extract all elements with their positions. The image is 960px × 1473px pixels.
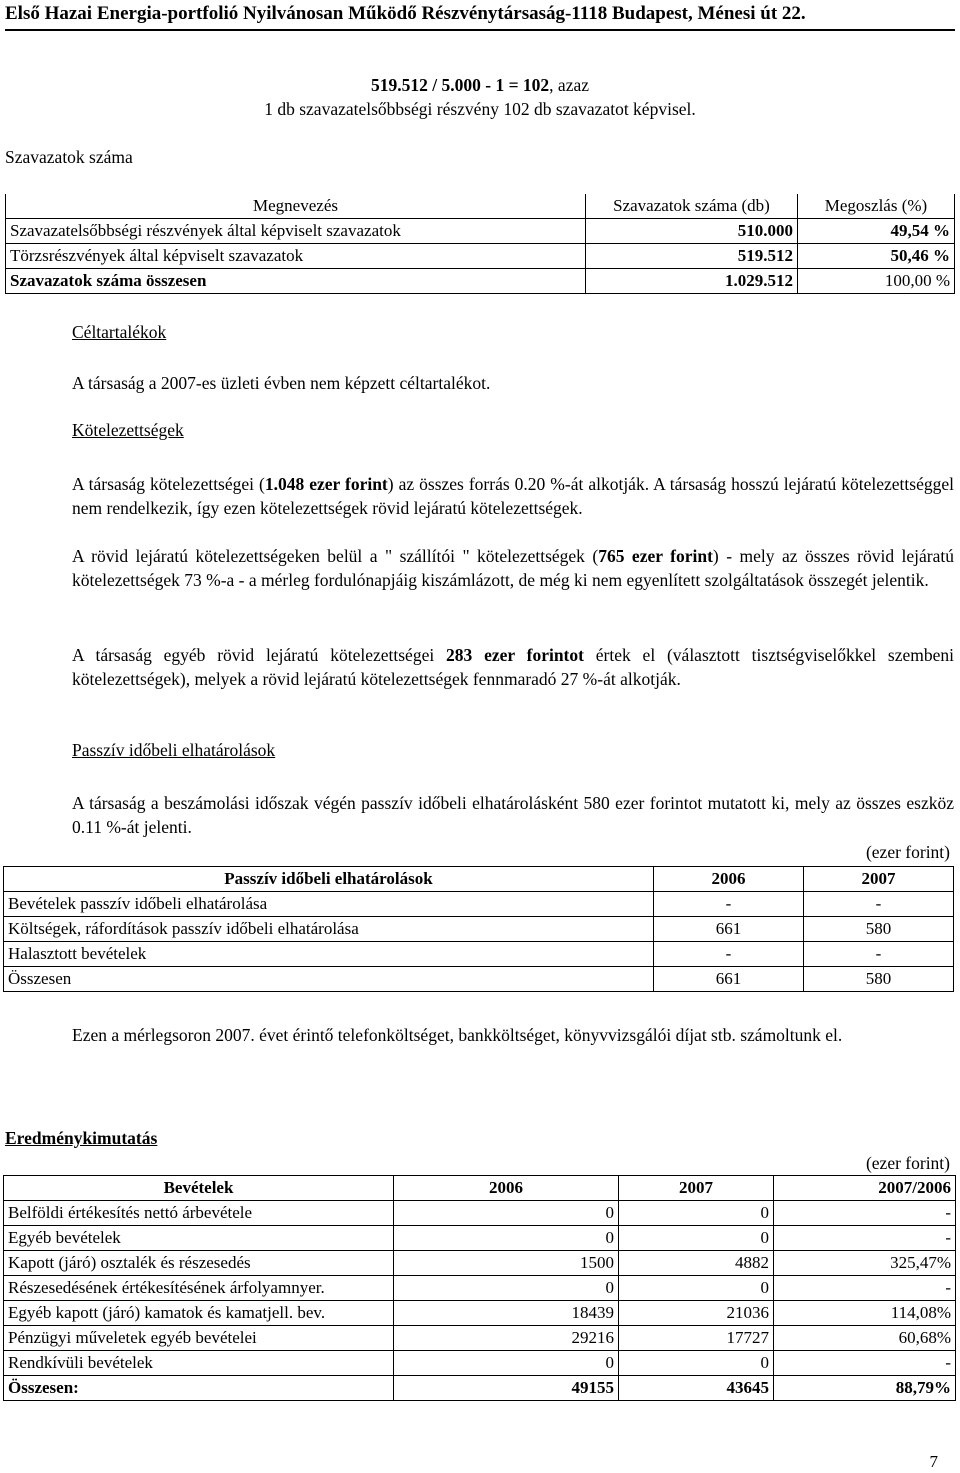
votes-calc-line2: 1 db szavazatelsőbbségi részvény 102 db szavazatot képvisel.	[264, 99, 696, 119]
amount-bold: 1.048 ezer forint	[264, 474, 388, 494]
votes-th-share: Megoszlás (%)	[798, 194, 955, 219]
amount-bold: 765 ezer forint	[598, 546, 713, 566]
eredmeny-th-ratio: 2007/2006	[774, 1176, 956, 1201]
text-span: ) az összes forrás 0.20 %-át alkotják. A társaság hosszú lejáratú kötelezettséggel nem rendelkezik, így ezen kötelezettségek rövid lejáratú kötelezettségek.	[72, 474, 954, 518]
eredmeny-cell-ratio: 114,08%	[774, 1301, 956, 1326]
eredmeny-table-header	[4, 1176, 956, 1201]
eredmeny-cell-2007: 0	[619, 1226, 774, 1251]
table-row	[4, 1326, 956, 1351]
votes-cell-name: Szavazatelsőbbségi részvények által képviselt szavazatok	[6, 219, 586, 244]
celtartalekok-title: Céltartalékok	[72, 322, 167, 342]
votes-cell-count: 1.029.512	[586, 269, 798, 294]
table-row	[4, 892, 954, 917]
eredmeny-total-ratio: 88,79%	[774, 1376, 956, 1401]
votes-cell-name: Törzsrészvények által képviselt szavazatok	[6, 244, 586, 269]
passziv-unit: (ezer forint)	[865, 842, 950, 862]
eredmeny-cell-name: Egyéb bevételek	[4, 1226, 394, 1251]
table-row	[4, 1226, 956, 1251]
passziv-cell-2006: 661	[654, 967, 804, 992]
passziv-table-header	[4, 867, 954, 892]
votes-table-header	[6, 194, 955, 219]
passziv-cell-2007: -	[804, 942, 954, 967]
eredmeny-cell-ratio: -	[774, 1201, 956, 1226]
eredmeny-total-2006: 49155	[394, 1376, 619, 1401]
eredmeny-cell-name: Belföldi értékesítés nettó árbevétele	[4, 1201, 394, 1226]
page-number: 7	[929, 1452, 938, 1471]
eredmeny-cell-2007: 17727	[619, 1326, 774, 1351]
table-row	[4, 1351, 956, 1376]
eredmeny-th-name: Bevételek	[4, 1176, 394, 1201]
text-span: A rövid lejáratú kötelezettségeken belül a " szállítói " kötelezettségek (	[72, 546, 599, 566]
eredmeny-cell-name: Rendkívüli bevételek	[4, 1351, 394, 1376]
votes-th-name: Megnevezés	[6, 194, 586, 219]
text-span: A társaság kötelezettségei (	[72, 474, 265, 494]
eredmeny-cell-2006: 18439	[394, 1301, 619, 1326]
votes-calc-azaz: , azaz	[549, 75, 589, 95]
celtartalekok-text: A társaság a 2007-es üzleti évben nem képzett céltartalékot.	[72, 373, 491, 393]
table-row	[4, 1251, 956, 1276]
votes-cell-count: 510.000	[586, 219, 798, 244]
eredmeny-cell-2007: 0	[619, 1351, 774, 1376]
eredmeny-cell-2007: 4882	[619, 1251, 774, 1276]
eredmeny-cell-2007: 0	[619, 1276, 774, 1301]
kotelezettsegek-paragraph-1	[72, 472, 954, 520]
passziv-cell-2006: -	[654, 892, 804, 917]
passziv-text: A társaság a beszámolási időszak végén passzív időbeli elhatárolásként 580 ezer forintot mutatott ki, mely az összes eszköz 0.11 %-át jelenti.	[72, 793, 954, 837]
table-row	[4, 1301, 956, 1326]
eredmeny-cell-name: Részesedésének értékesítésének árfolyamnyer.	[4, 1276, 394, 1301]
eredmeny-cell-name: Kapott (járó) osztalék és részesedés	[4, 1251, 394, 1276]
text-span: értek el (választott tisztségviselőkkel szembeni kötelezettségek), melyek a rövid lejáratú kötelezettségek fennmaradó 27 %-át alkotják.	[72, 645, 954, 689]
eredmeny-cell-2006: 0	[394, 1226, 619, 1251]
votes-cell-share: 49,54 %	[798, 219, 955, 244]
table-total-row	[4, 1376, 956, 1401]
passziv-title: Passzív időbeli elhatárolások	[72, 740, 276, 760]
passziv-cell-2007: 580	[804, 967, 954, 992]
eredmeny-total-label: Összesen:	[4, 1376, 394, 1401]
table-row	[4, 1276, 956, 1301]
eredmeny-th-2007: 2007	[619, 1176, 774, 1201]
table-row	[4, 942, 954, 967]
passziv-table	[3, 866, 954, 992]
passziv-cell-name: Halasztott bevételek	[4, 942, 654, 967]
votes-cell-share: 50,46 %	[798, 244, 955, 269]
text-span: ) - mely az összes rövid lejáratú kötelezettségek 73 %-a - a mérleg fordulónapjáig kiszámlázott, de még ki nem egyenlített szolgáltatások összegét jelentik.	[72, 546, 954, 590]
passziv-cell-2006: 661	[654, 917, 804, 942]
eredmeny-cell-2006: 29216	[394, 1326, 619, 1351]
eredmeny-cell-2007: 21036	[619, 1301, 774, 1326]
passziv-cell-name: Költségek, ráfordítások passzív időbeli elhatárolása	[4, 917, 654, 942]
eredmeny-cell-2006: 0	[394, 1351, 619, 1376]
kotelezettsegek-title: Kötelezettségek	[72, 420, 184, 440]
eredmeny-cell-ratio: 325,47%	[774, 1251, 956, 1276]
passziv-th-name: Passzív időbeli elhatárolások	[4, 867, 654, 892]
eredmeny-cell-2006: 1500	[394, 1251, 619, 1276]
eredmeny-cell-name: Pénzügyi műveletek egyéb bevételei	[4, 1326, 394, 1351]
table-row	[4, 967, 954, 992]
passziv-cell-name: Összesen	[4, 967, 654, 992]
eredmeny-th-2006: 2006	[394, 1176, 619, 1201]
eredmeny-cell-ratio: -	[774, 1226, 956, 1251]
kotelezettsegek-paragraph-2	[72, 544, 954, 592]
eredmeny-total-2007: 43645	[619, 1376, 774, 1401]
eredmeny-cell-2006: 0	[394, 1276, 619, 1301]
passziv-th-2007: 2007	[804, 867, 954, 892]
table-row	[6, 219, 955, 244]
eredmeny-cell-2006: 0	[394, 1201, 619, 1226]
amount-bold: 283 ezer forintot	[446, 645, 584, 665]
votes-cell-count: 519.512	[586, 244, 798, 269]
passziv-th-2006: 2006	[654, 867, 804, 892]
table-row	[4, 1201, 956, 1226]
kotelezettsegek-paragraph-3	[72, 643, 954, 691]
votes-cell-share: 100,00 %	[798, 269, 955, 294]
table-row	[6, 244, 955, 269]
eredmeny-cell-ratio: 60,68%	[774, 1326, 956, 1351]
text-span: A társaság egyéb rövid lejáratú kötelezettségei	[72, 645, 447, 665]
table-row	[6, 269, 955, 294]
votes-cell-name: Szavazatok száma összesen	[6, 269, 586, 294]
votes-calc-formula: 519.512 / 5.000 - 1 = 102	[371, 75, 550, 95]
eredmeny-cell-name: Egyéb kapott (járó) kamatok és kamatjell. bev.	[4, 1301, 394, 1326]
passziv-cell-name: Bevételek passzív időbeli elhatárolása	[4, 892, 654, 917]
passziv-cell-2007: -	[804, 892, 954, 917]
votes-title: Szavazatok száma	[5, 147, 133, 167]
votes-th-count: Szavazatok száma (db)	[586, 194, 798, 219]
page-header: Első Hazai Energia-portfolió Nyilvánosan Működő Részvénytársaság-1118 Budapest, Ménesi út 22.	[5, 2, 955, 31]
eredmeny-table	[3, 1175, 956, 1401]
votes-calc-line1	[220, 74, 740, 96]
eredmeny-title: Eredménykimutatás	[5, 1128, 158, 1148]
eredmeny-cell-ratio: -	[774, 1276, 956, 1301]
table-row	[4, 917, 954, 942]
eredmeny-cell-2007: 0	[619, 1201, 774, 1226]
passziv-note: Ezen a mérlegsoron 2007. évet érintő telefonköltséget, bankköltséget, könyvvizsgálói díjat stb. számoltunk el.	[72, 1025, 843, 1045]
passziv-cell-2006: -	[654, 942, 804, 967]
passziv-cell-2007: 580	[804, 917, 954, 942]
eredmeny-cell-ratio: -	[774, 1351, 956, 1376]
eredmeny-unit: (ezer forint)	[865, 1153, 950, 1173]
votes-table	[5, 194, 955, 294]
